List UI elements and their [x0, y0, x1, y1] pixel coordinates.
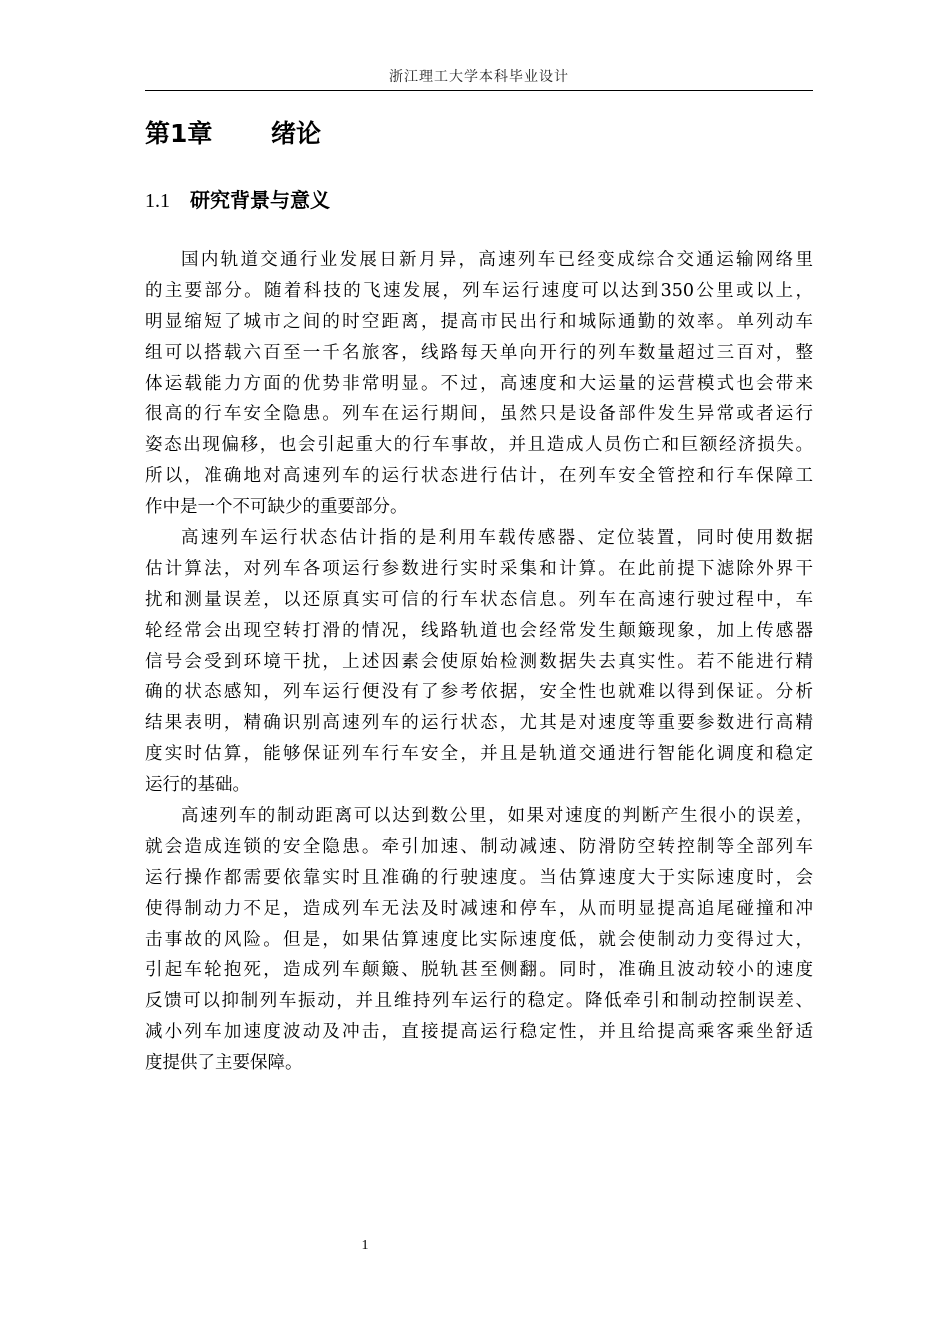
running-header: 浙江理工大学本科毕业设计: [389, 69, 569, 85]
text-line: 扰和测量误差，以还原真实可信的行车状态信息。列车在高速行驶过程中，车: [145, 589, 813, 610]
header-rule: [145, 90, 813, 91]
text-line: 高速列车的制动距离可以达到数公里，如果对速度的判断产生很小的误差，: [181, 806, 813, 827]
chapter-title: 绪论: [271, 119, 322, 148]
text-line: 信号会受到环境干扰，上述因素会使原始检测数据失去真实性。若不能进行精: [145, 651, 813, 672]
text-line: 体运载能力方面的优势非常明显。不过，高速度和大运量的运营模式也会带来: [145, 373, 813, 394]
text-line: 的主要部分。随着科技的飞速发展，列车运行速度可以达到350公里或以上，: [145, 280, 813, 301]
text-line: 轮经常会出现空转打滑的情况，线路轨道也会经常发生颠簸现象，加上传感器: [145, 620, 813, 641]
chapter-number: 第1章: [145, 119, 213, 148]
text-line: 作中是一个不可缺少的重要部分。: [145, 497, 408, 518]
text-line: 估计算法，对列车各项运行参数进行实时采集和计算。在此前提下滤除外界干: [145, 558, 813, 579]
paragraph: [145, 245, 813, 523]
chapter-heading: [145, 114, 321, 150]
page-number: 1: [361, 1238, 369, 1253]
text-line: 很高的行车安全隐患。列车在运行期间，虽然只是设备部件发生异常或者运行: [145, 404, 813, 425]
text-line: 所以，准确地对高速列车的运行状态进行估计，在列车安全管控和行车保障工: [145, 466, 813, 487]
text-line: 结果表明，精确识别高速列车的运行状态，尤其是对速度等重要参数进行高精: [145, 713, 813, 734]
text-line: 高速列车运行状态估计指的是利用车载传感器、定位装置，同时使用数据: [181, 528, 813, 549]
paragraph: [145, 523, 813, 801]
text-line: 减小列车加速度波动及冲击，直接提高运行稳定性，并且给提高乘客乘坐舒适: [145, 1022, 813, 1043]
text-line: 反馈可以抑制列车振动，并且维持列车运行的稳定。降低牵引和制动控制误差、: [145, 991, 813, 1012]
body-text: [145, 245, 813, 1079]
paragraph: [145, 801, 813, 1079]
text-line: 运行操作都需要依靠实时且准确的行驶速度。当估算速度大于实际速度时，会: [145, 867, 813, 888]
text-line: 国内轨道交通行业发展日新月异，高速列车已经变成综合交通运输网络里: [181, 250, 813, 270]
text-line: 明显缩短了城市之间的时空距离，提高市民出行和城际通勤的效率。单列动车: [145, 311, 813, 332]
text-line: 度提供了主要保障。: [145, 1053, 303, 1074]
text-line: 度实时估算，能够保证列车行车安全，并且是轨道交通进行智能化调度和稳定: [145, 744, 813, 765]
section-number: 1.1: [145, 190, 170, 212]
text-line: 击事故的风险。但是，如果估算速度比实际速度低，就会使制动力变得过大，: [145, 929, 813, 950]
text-line: 就会造成连锁的安全隐患。牵引加速、制动减速、防滑防空转控制等全部列车: [145, 836, 813, 857]
text-line: 引起车轮抱死，造成列车颠簸、脱轨甚至侧翻。同时，准确且波动较小的速度: [145, 960, 813, 981]
text-line: 姿态出现偏移，也会引起重大的行车事故，并且造成人员伤亡和巨额经济损失。: [145, 435, 813, 456]
section-heading: [145, 184, 330, 213]
text-line: 组可以搭载六百至一千名旅客，线路每天单向开行的列车数量超过三百对，整: [145, 342, 813, 363]
text-line: 使得制动力不足，造成列车无法及时减速和停车，从而明显提高追尾碰撞和冲: [145, 898, 813, 919]
text-line: 确的状态感知，列车运行便没有了参考依据，安全性也就难以得到保证。分析: [145, 682, 813, 703]
section-title: 研究背景与意义: [190, 188, 330, 212]
text-line: 运行的基础。: [145, 775, 250, 796]
